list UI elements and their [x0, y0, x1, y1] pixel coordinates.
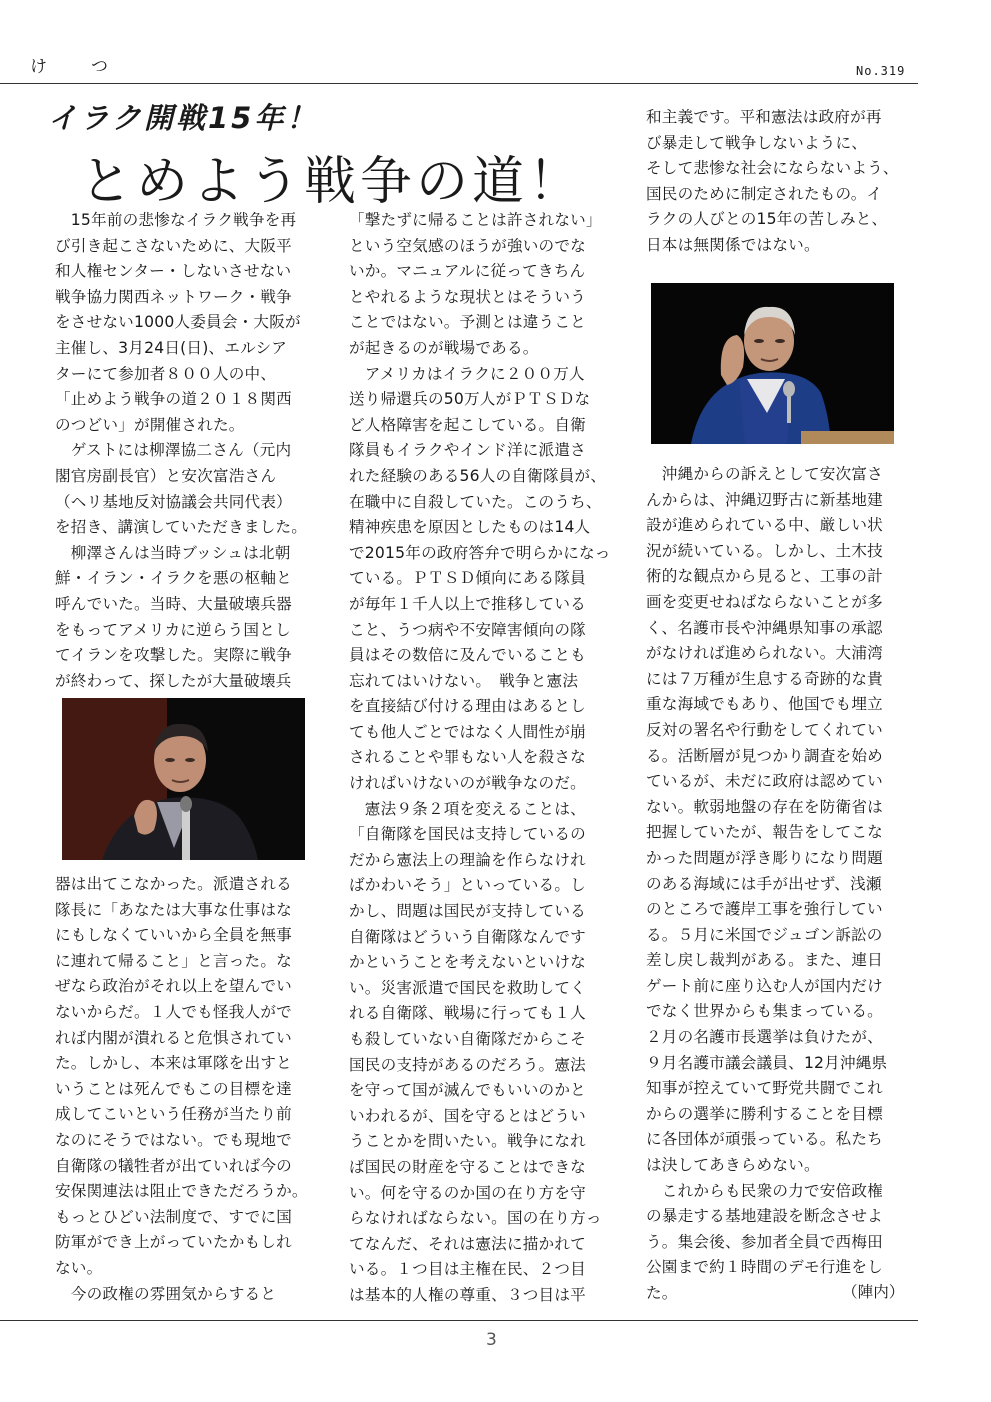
page-number: 3 [486, 1330, 497, 1350]
article-column-3-top: 和主義です。平和憲法は政府が再 び暴走して戦争しないように、 そして悲惨な社会にならないよう、 国民のために制定されたもの。イ ラクの人びとの15年の苦しみと、 日本は無関係ではない。 [646, 108, 899, 254]
article-column-3-bottom: 沖縄からの訴えとして安次富さ んからは、沖縄辺野古に新基地建 設が進められている中、厳しい状 況が続いている。しかし、土木技 術的な観点から見ると、工事の計 画を変更せねばならないことが多 く、名護市長や沖縄県知事の承認 がなければ進められない。大浦湾 には７万種が生息する奇跡的な貴 重な海域でもあり、他国でも埋立 反対の署名や行動をしてくれてい る。活断層が見つかり調査を始め ているが、未だに政府は認めてい ない。軟弱地盤の存在を防衛省は 把握していたが、報告をしてこな かった問題が浮き彫りになり問題 のある海域には手が出せず、浅瀬 のところで護岸工事を強行してい る。５月に米国でジュゴン訴訟の 差し戻し裁判がある。また、連日 ゲート前に座り込む人が国内だけ でなく世界からも集まっている。 ２月の名護市長選挙は負けたが、 ９月名護市議会議員、12月沖縄県 知事が控えていて野党共闘でこれ からの選挙に勝利することを目標 に各団体が頑張っている。私たち は決してあきらめない。 これからも民衆の力で安倍政権 の暴走する基地建設を断念させよ う。集会後、参加者全員で西梅田 公園まで約１時間のデモ行進をし た。 [646, 465, 888, 1302]
headline-kicker: イラク開戦15年！ [48, 101, 319, 135]
speaker-photo-yanagisawa [62, 698, 305, 860]
speaker-photo-ashitomi-image [651, 283, 894, 444]
article-column-1-bottom: 器は出てこなかった。派遣される 隊長に「あなたは大事な仕事はな にもしなくていいから全員を無事 に連れて帰ること」と言った。な ぜなら政治がそれ以上を望んでい ないからだ。１人でも怪我人がで れば内閣が潰れると危惧されてい た。しかし、本来は軍隊を出すと いうことは死んでもこの目標を達 成してこいという任務が当たり前 なのにそうではない。でも現地で 自衛隊の犠牲者が出ていれば今の 安保関連法は阻止できただろうか。 もっとひどい法制度で、すでに国 防軍ができ上がっていたかもしれ ない。 今の政権の雰囲気からすると [55, 875, 308, 1303]
issue-number: No.319 [856, 64, 906, 78]
author-byline: （陣内） [842, 1283, 905, 1301]
headline-main: とめよう戦争の道！ [80, 152, 585, 212]
speaker-photo-yanagisawa-image [62, 698, 305, 860]
masthead-char-2: つ [91, 57, 110, 77]
article-column-1-top: 15年前の悲惨なイラク戦争を再 び引き起こさないために、大阪平 和人権センター・しないさせない 戦争協力関西ネットワーク・戦争 をさせない1000人委員会・大阪が 主催し、3月24日(日)、エルシア ターにて参加者８００人の中、 「止めよう戦争の道２０１８関西 のつどい」が開催された。 ゲストには柳澤協二さん（元内 閣官房副長官）と安次富浩さん （ヘリ基地反対協議会共同代表） を招き、講演していただきました。 柳澤さんは当時ブッシュは北朝 鮮・イラン・イラクを悪の枢軸と 呼んでいた。当時、大量破壊兵器 をもってアメリカに逆らう国とし てイランを攻撃した。実際に戦争 が終わって、探したが大量破壊兵 [55, 211, 308, 690]
newsletter-masthead [30, 52, 110, 77]
header-rule [0, 83, 918, 84]
footer-rule [0, 1320, 918, 1321]
speaker-photo-ashitomi [651, 283, 894, 444]
masthead-char-1: け [30, 57, 49, 77]
article-column-2: 「撃たずに帰ることは許されない」 という空気感のほうが強いのでな いか。マニュアルに従ってきちん とやれるような現状とはそういう ことではない。予測とは違うこと が起きるのが戦場である。 アメリカはイラクに２００万人 送り帰還兵の50万人がＰＴＳＤな ど人格障害を起こしている。自衛 隊員もイラクやインド洋に派遣さ れた経験のある56人の自衛隊員が、 在職中に自殺していた。このうち、 精神疾患を原因としたものは14人 で2015年の政府答弁で明らかになっ ている。ＰＴＳＤ傾向にある隊員 が毎年１千人以上で推移している こと、うつ病や不安障害傾向の隊 員はその数倍に及んでいることも 忘れてはいけない。 戦争と憲法 を直接結び付ける理由はあるとし ても他人ごとではなく人間性が崩 されることや罪もない人を殺さな ければいけないのが戦争なのだ。 憲法９条２項を変えることは、 「自衛隊を国民は支持しているの だから憲法上の理論を作らなけれ ばかわいそう」といっている。し かし、問題は国民が支持している 自衛隊はどういう自衛隊なんです かということを考えないといけな い。災害派遣で国民を救助してく れる自衛隊、戦場に行っても１人 も殺していない自衛隊だからこそ 国民の支持があるのだろう。憲法 を守って国が滅んでもいいのかと いわれるが、国を守るとはどうい うことかを問いたい。戦争になれ ば国民の財産を守ることはできな い。何を守るのか国の在り方を守 らなければならない。国の在り方っ てなんだ、それは憲法に描かれて いる。１つ目は主権在民、２つ目 は基本的人権の尊重、３つ目は平 [349, 211, 611, 1304]
